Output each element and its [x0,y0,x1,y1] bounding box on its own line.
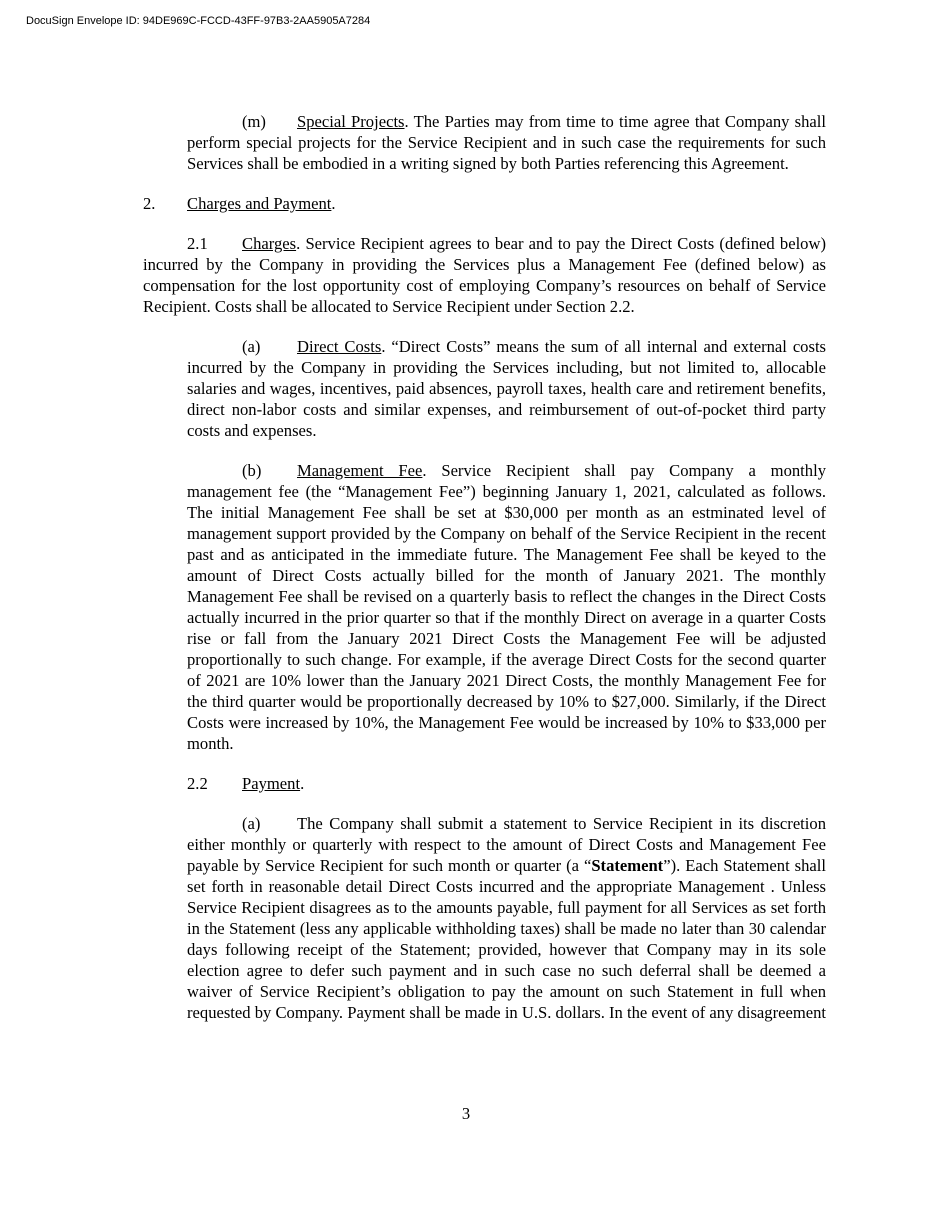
section-2-2-a-bold-term: Statement [591,856,664,875]
section-2-2-a-text-after: ”). Each Statement shall set forth in reasonable detail Direct Costs incurred and the appropriate Management . Unless Service Recipient disagrees as to the amounts payable, full payment for all Services as set forth in the Statement (less any applicable withholding taxes) shall be made no later than 30 calendar days following receipt of the Statement; provided, however that Company may in its sole election agree to defer such payment and in such case no such deferral shall be deemed a waiver of Service Recipient’s obligation to pay the amount on such Statement in full when requested by Company. Payment shall be made in U.S. dollars. In the event of any disagreement [187,856,827,1022]
document-page [143,111,826,1042]
section-2-2-a-text-before: The Company shall submit a statement to Service Recipient in its discretion either monthly or quarterly with respect to the amount of Direct Costs and Management Fee payable by Service Recipient for such month or quarter (a “ [187,814,826,875]
section-2-2-a-label: (a) [242,814,261,833]
section-2-1-text: . Service Recipient agrees to bear and to pay the Direct Costs (defined below) incurred by the Company in providing the Services plus a Management Fee (defined below) as compensation for the lost opportunity cost of employing Company’s resources on behalf of Service Recipient. Costs shall be allocated to Service Recipient under Section 2.2. [143,234,826,316]
section-2-number: 2. [143,194,156,213]
section-m-text: . The Parties may from time to time agree that Company shall perform special projects for the Service Recipient and in such case the requirements for such Services shall be embodied in a writing signed by both Parties referencing this Agreement. [187,112,826,173]
section-2-1-b [187,460,826,754]
section-2-2-a [187,813,826,1023]
section-2-2-number: 2.2 [187,774,208,793]
section-2-1-heading: Charges [242,234,297,253]
section-2-1-b-text: . Service Recipient shall pay Company a monthly management fee (the “Management Fee”) beginning January 1, 2021, calculated as follows. The initial Management Fee shall be set at $30,000 per month as an estminated level of management support provided by the Company on behalf of the Service Recipient in the recent past and as anticipated in the immediate future. The Management Fee shall be keyed to the amount of Direct Costs actually billed for the month of January 2021. The monthly Management Fee shall be revised on a quarterly basis to reflect the changes in the Direct Costs actually incurred in the prior quarter so that if the monthly Direct on average in a quarter Costs rise or fall from the January 2021 Direct Costs the Management Fee will be adjusted proportionally to such change. For example, if the average Direct Costs for the second quarter of 2021 are 10% lower than the January 2021 Direct Costs, the monthly Management Fee for the third quarter would be proportionally decreased by 10% to $27,000. Similarly, if the Direct Costs were increased by 10%, the Management Fee would be increased by 10% to $33,000 per month. [187,461,826,753]
section-2-1-a-heading: Direct Costs [297,337,382,356]
section-2 [143,193,826,214]
section-2-trail: . [331,194,336,213]
section-2-1-b-label: (b) [242,461,262,480]
section-2-2-heading: Payment [242,774,301,793]
section-2-1-a [187,336,826,441]
section-2-1-a-label: (a) [242,337,261,356]
section-2-1-b-heading: Management Fee [297,461,423,480]
section-2-1-a-text: . “Direct Costs” means the sum of all internal and external costs incurred by the Company in providing the Services including, but not limited to, allocable salaries and wages, incentives, paid absences, payroll taxes, health care and retirement benefits, direct non-labor costs and similar expenses, and reimbursement of out-of-pocket third party costs and expenses. [187,337,827,440]
section-2-1-number: 2.1 [187,234,208,253]
section-m-heading: Special Projects [297,112,405,131]
page-number: 3 [461,1104,471,1123]
section-m [187,111,826,174]
section-2-2-trail: . [300,774,305,793]
docusign-envelope-id: DocuSign Envelope ID: 94DE969C-FCCD-43FF-97B3-2AA5905A7284 [26,15,371,27]
section-2-1 [143,233,826,317]
section-2-2 [187,773,826,794]
section-m-label: (m) [242,112,266,131]
section-2-heading: Charges and Payment [187,194,332,213]
